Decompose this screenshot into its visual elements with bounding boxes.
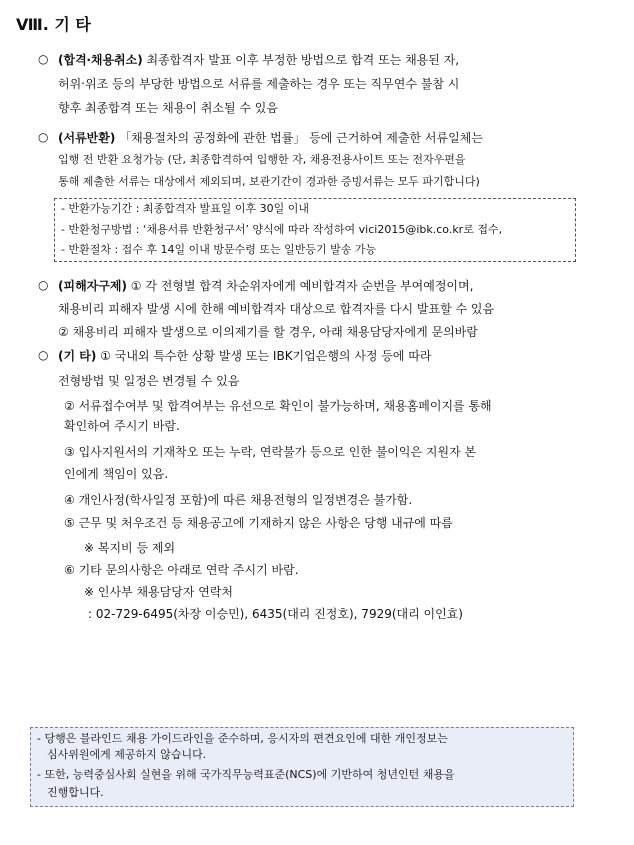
notice-line-3: - 또한, 능력중심사회 실현을 위해 국가직무능력표준(NCS)에 기반하여 청년인턴 채용을 <box>37 768 455 781</box>
relief-line-1: ① 각 전형별 합격 차순위자에게 예비합격자 순번을 부여예정이며, <box>130 279 474 293</box>
relief-line-2: 채용비리 피해자 발생 시에 한해 예비합격자 대상으로 합격자를 다시 발표할 수 있음 <box>58 302 495 316</box>
return-method: - 반환청구방법 : ‘채용서류 반환청구서’ 양식에 따라 작성하여 vici2015@ibk.co.kr로 접수, <box>61 223 503 236</box>
return-procedure: - 반환절차 : 접수 후 14일 이내 방문수령 또는 일반등기 발송 가능 <box>61 243 377 256</box>
etc-point-5-note: ※ 복지비 등 제외 <box>84 541 176 555</box>
return-paragraph <box>58 130 483 146</box>
notice-line-4: 진행합니다. <box>47 786 104 799</box>
cancel-line-3: 향후 최종합격 또는 채용이 취소될 수 있음 <box>58 101 278 115</box>
bullet-icon: ○ <box>38 278 49 292</box>
blind-recruit-notice-box <box>30 727 574 807</box>
bullet-icon: ○ <box>38 130 49 144</box>
etc-label: (기 타) <box>58 349 97 363</box>
etc-point-2a: ② 서류접수여부 및 합격여부는 유선으로 확인이 불가능하며, 채용홈페이지를 통해 <box>64 399 492 413</box>
cancel-line-2: 허위‧위조 등의 부당한 방법으로 서류를 제출하는 경우 또는 직무연수 불참 시 <box>58 77 460 91</box>
etc-paragraph <box>58 348 432 364</box>
cancel-label: (합격‧채용취소) <box>58 53 143 67</box>
return-line-1: 「채용절차의 공정화에 관한 법률」 등에 근거하여 제출한 서류일체는 <box>119 131 483 145</box>
return-period: - 반환가능기간 : 최종합격자 발표일 이후 30일 이내 <box>61 202 310 215</box>
contact-info: : 02-729-6495(차장 이승민), 6435(대리 진정호), 7929(대리 이인효) <box>88 607 463 621</box>
etc-point-6-note: ※ 인사부 채용담당자 연락처 <box>84 585 234 599</box>
bullet-icon: ○ <box>38 52 49 66</box>
section-title: Ⅷ. 기 타 <box>16 15 91 34</box>
notice-line-2: 심사위원에게 제공하지 않습니다. <box>47 748 207 761</box>
relief-line-3: ② 채용비리 피해자 발생으로 이의제기를 할 경우, 아래 채용담당자에게 문의바람 <box>58 325 478 339</box>
etc-point-5: ⑤ 근무 및 처우조건 등 채용공고에 기재하지 않은 사항은 당행 내규에 따름 <box>64 516 453 530</box>
etc-point-3b: 인에게 책임이 있음. <box>64 467 169 481</box>
etc-point-6: ⑥ 기타 문의사항은 아래로 연락 주시기 바람. <box>64 563 299 577</box>
return-line-2: 입행 전 반환 요청가능 (단, 최종합격하여 입행한 자, 채용전용사이트 또는 전자우편을 <box>58 153 466 166</box>
bullet-icon: ○ <box>38 348 49 362</box>
etc-point-4: ④ 개인사정(학사일정 포함)에 따른 채용전형의 일정변경은 불가함. <box>64 493 413 507</box>
cancel-paragraph <box>58 52 459 68</box>
notice-line-1: - 당행은 블라인드 채용 가이드라인을 준수하며, 응시자의 편견요인에 대한 개인정보는 <box>37 732 448 745</box>
etc-point-2b: 확인하여 주시기 바람. <box>64 419 180 433</box>
etc-line-2: 전형방법 및 일정은 변경될 수 있음 <box>58 374 240 388</box>
return-detail-box <box>54 198 576 262</box>
cancel-line-1: 최종합격자 발표 이후 부정한 방법으로 합격 또는 채용된 자, <box>146 53 460 67</box>
etc-line-1: ① 국내외 특수한 상황 발생 또는 IBK기업은행의 사정 등에 따라 <box>100 349 432 363</box>
return-line-3: 통해 제출한 서류는 대상에서 제외되며, 보관기간이 경과한 증빙서류는 모두 파기합니다) <box>58 175 480 188</box>
return-label: (서류반환) <box>58 131 116 145</box>
relief-label: (피해자구제) <box>58 279 127 293</box>
etc-point-3a: ③ 입사지원서의 기재착오 또는 누락, 연락불가 등으로 인한 불이익은 지원자 본 <box>64 445 477 459</box>
relief-paragraph <box>58 278 473 294</box>
